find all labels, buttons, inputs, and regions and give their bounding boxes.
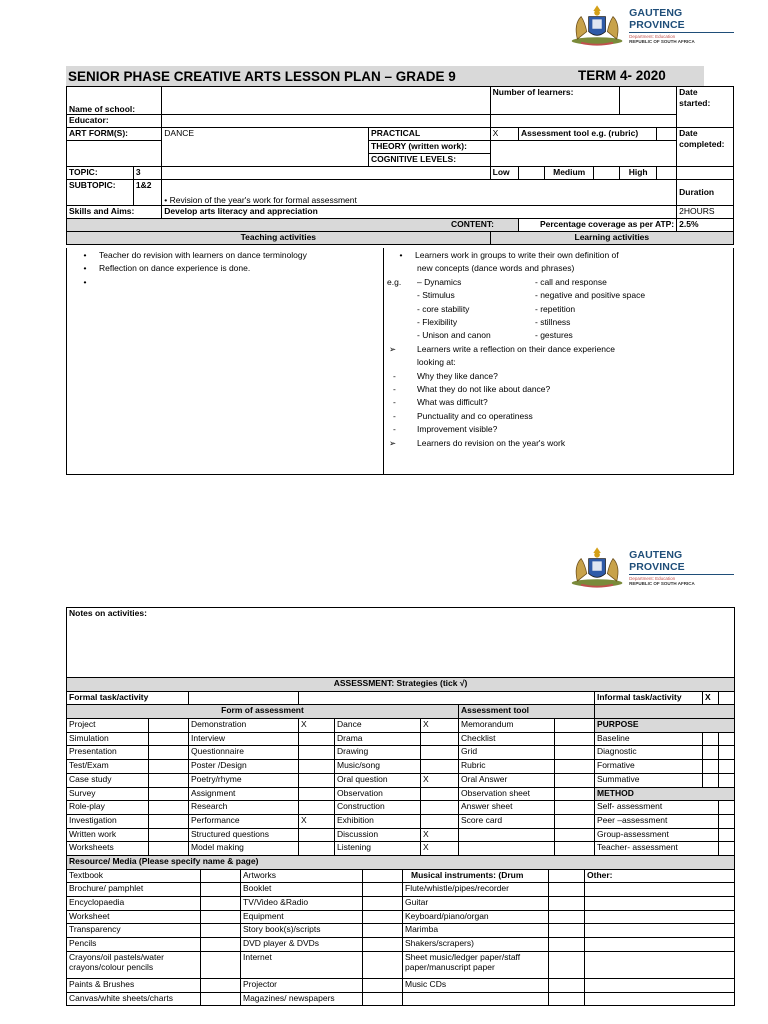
table-cell: Booklet (241, 883, 363, 897)
table-cell: Test/Exam (67, 760, 149, 774)
gauteng-logo (568, 544, 734, 590)
table-cell: Music CDs (403, 978, 549, 992)
table-cell: Textbook (67, 869, 201, 883)
empty-cell[interactable] (555, 732, 595, 746)
subtopic-label: SUBTOPIC: (67, 180, 134, 206)
empty-cell[interactable] (363, 910, 403, 924)
list-item: • Teacher do revision with learners on dance terminology (71, 249, 381, 262)
empty-cell[interactable] (149, 732, 189, 746)
table-cell (421, 787, 459, 801)
table-cell: Model making (189, 842, 299, 856)
table-cell: Internet (241, 951, 363, 978)
table-cell (299, 828, 335, 842)
empty-cell[interactable] (719, 746, 735, 760)
question-item: - Improvement visible? (387, 423, 732, 436)
assessment-table (66, 607, 735, 856)
table-cell: Group-assessment (595, 828, 719, 842)
date-started-label: Date started: (677, 87, 734, 128)
table-cell: Survey (67, 787, 149, 801)
empty-cell[interactable] (585, 883, 735, 897)
table-cell: Written work (67, 828, 149, 842)
list-item-text: Punctuality and co operatiness (417, 410, 533, 421)
question-item: - What was difficult? (387, 396, 732, 409)
empty-cell[interactable] (703, 732, 719, 746)
lesson-details-table (66, 86, 734, 245)
coverage-value: 2.5% (677, 219, 734, 232)
department-name: Department: Education (629, 33, 676, 39)
list-item-text: - Flexibility (417, 317, 458, 328)
cognitive-label: COGNITIVE LEVELS: (369, 154, 491, 167)
table-cell: Summative (595, 773, 703, 787)
table-cell: Flute/whistle/pipes/recorder (403, 883, 549, 897)
list-item: • Learners work in groups to write their own definition of (387, 249, 732, 262)
medium-box[interactable] (594, 167, 620, 180)
empty-cell[interactable] (719, 773, 735, 787)
concept-pair (387, 329, 732, 342)
formal-task-label: Formal task/activity (67, 691, 189, 705)
table-cell: TV/Video &Radio (241, 897, 363, 911)
empty-cell[interactable] (363, 992, 403, 1006)
list-item-text: - call and response (535, 276, 607, 287)
empty-cell[interactable] (363, 978, 403, 992)
table-cell: Encyclopaedia (67, 897, 201, 911)
educator-label: Educator: (67, 115, 162, 128)
table-cell: Presentation (67, 746, 149, 760)
empty-cell[interactable] (549, 924, 585, 938)
table-cell: X (421, 719, 459, 733)
list-item-text: What was difficult? (417, 397, 488, 408)
list-item: ➢ Learners write a reflection on their dance experience (387, 343, 732, 356)
question-item: - Why they like dance? (387, 370, 732, 383)
low-box[interactable] (519, 167, 545, 180)
concept-pair (387, 276, 732, 289)
table-cell: DVD player & DVDs (241, 938, 363, 952)
list-item-text: - Unison and canon (417, 330, 491, 341)
table-cell: X (299, 719, 335, 733)
topic-right-blank (677, 167, 734, 180)
country-name: REPUBLIC OF SOUTH AFRICA (629, 38, 695, 44)
question-item: - What they do not like about dance? (387, 383, 732, 396)
table-cell: Magazines/ newspapers (241, 992, 363, 1006)
table-cell: Grid (459, 746, 555, 760)
table-row (67, 814, 735, 828)
table-cell (459, 828, 555, 842)
list-item-text: Learners do revision on the year's work (417, 437, 566, 448)
table-cell: Questionnaire (189, 746, 299, 760)
table-row (67, 910, 735, 924)
table-cell: Role-play (67, 801, 149, 815)
theory-label: THEORY (written work): (369, 141, 491, 154)
table-cell: Poetry/rhyme (189, 773, 299, 787)
table-cell: Score card (459, 814, 555, 828)
table-cell: Teacher- assessment (595, 842, 719, 856)
table-row (67, 924, 735, 938)
table-row (67, 787, 735, 801)
list-item-text: - stillness (535, 317, 571, 328)
learning-activities-list (387, 249, 732, 450)
teaching-activities-list (71, 249, 381, 289)
table-cell: Crayons/oil pastels/water crayons/colour pencils (67, 951, 201, 978)
table-cell: Exhibition (335, 814, 421, 828)
artform-label: ART FORM(S): (67, 128, 162, 141)
table-row (67, 978, 735, 992)
table-row (67, 938, 735, 952)
table-cell: Listening (335, 842, 421, 856)
empty-cell[interactable] (363, 938, 403, 952)
table-cell: Projector (241, 978, 363, 992)
table-cell: Checklist (459, 732, 555, 746)
concept-pair (387, 316, 732, 329)
empty-cell[interactable] (363, 951, 403, 978)
learners-field[interactable] (620, 87, 677, 115)
table-cell (299, 787, 335, 801)
resources-table (66, 855, 735, 1006)
theory-field[interactable] (490, 141, 676, 167)
table-cell: Discussion (335, 828, 421, 842)
empty-cell[interactable] (549, 883, 585, 897)
table-row (67, 801, 735, 815)
empty-cell[interactable] (703, 773, 719, 787)
table-cell: Diagnostic (595, 746, 703, 760)
list-item-text: Reflection on dance experience is done. (99, 263, 251, 274)
empty-cell[interactable] (149, 842, 189, 856)
table-cell: Canvas/white sheets/charts (67, 992, 201, 1006)
empty-cell[interactable] (555, 801, 595, 815)
empty-cell[interactable] (363, 883, 403, 897)
table-cell: Simulation (67, 732, 149, 746)
list-item-text: - negative and positive space (535, 290, 646, 301)
empty-cell[interactable] (149, 828, 189, 842)
page-title: SENIOR PHASE CREATIVE ARTS LESSON PLAN – GRADE 9 (68, 68, 456, 84)
empty-cell[interactable] (149, 760, 189, 774)
date-completed-label: Date completed: (677, 128, 734, 167)
empty-cell[interactable] (363, 897, 403, 911)
empty-cell[interactable] (585, 910, 735, 924)
form-of-assessment-header: Form of assessment (67, 705, 459, 719)
empty-cell[interactable] (201, 869, 241, 883)
high-label: High (620, 167, 656, 180)
empty-cell[interactable] (719, 842, 735, 856)
empty-cell[interactable] (555, 719, 595, 733)
list-item-text: looking at: (417, 357, 456, 368)
table-cell: METHOD (595, 787, 735, 801)
coat-of-arms-icon (568, 544, 626, 590)
table-cell: Self- assessment (595, 801, 719, 815)
empty-cell[interactable] (585, 992, 735, 1006)
table-cell: Transparency (67, 924, 201, 938)
table-row (67, 869, 735, 883)
empty-cell[interactable] (555, 814, 595, 828)
table-cell: Memorandum (459, 719, 555, 733)
table-cell: Assignment (189, 787, 299, 801)
table-row (67, 897, 735, 911)
table-cell (421, 814, 459, 828)
empty-cell[interactable] (549, 938, 585, 952)
formal-task-box[interactable] (189, 691, 299, 705)
artform-value: DANCE (162, 128, 369, 167)
educator-blank (490, 115, 676, 128)
table-cell: Baseline (595, 732, 703, 746)
gauteng-logo (568, 2, 734, 48)
table-row (67, 842, 735, 856)
table-cell: Performance (189, 814, 299, 828)
subtopic-text: • Revision of the year's work for formal assessment (162, 180, 677, 206)
notes-on-activities[interactable]: Notes on activities: (67, 608, 735, 678)
teaching-activities-header: Teaching activities (67, 232, 491, 245)
empty-cell[interactable] (719, 828, 735, 842)
practical-label: PRACTICAL (369, 128, 491, 141)
informal-task-label: Informal task/activity (595, 691, 703, 705)
skills-label: Skills and Aims: (67, 206, 162, 219)
list-item-text: Learners work in groups to write their own definition of (415, 250, 619, 260)
empty-cell[interactable] (201, 897, 241, 911)
table-cell: X (299, 814, 335, 828)
assessment-tool-label: Assessment tool e.g. (rubric) (519, 128, 657, 141)
table-row (67, 746, 735, 760)
empty-cell[interactable] (719, 814, 735, 828)
informal-task-box[interactable] (719, 691, 735, 705)
other-label: Other: (585, 869, 735, 883)
coverage-label: Percentage coverage as per ATP: (519, 219, 677, 232)
table-cell (403, 992, 549, 1006)
table-cell: X (421, 828, 459, 842)
table-cell: Case study (67, 773, 149, 787)
empty-cell[interactable] (585, 951, 735, 978)
table-cell (299, 746, 335, 760)
assessment-tool-header-blank (595, 705, 735, 719)
formal-task-blank (299, 691, 595, 705)
table-cell (299, 732, 335, 746)
table-cell: Formative (595, 760, 703, 774)
table-cell: Rubric (459, 760, 555, 774)
empty-cell[interactable] (719, 801, 735, 815)
low-label: Low (490, 167, 518, 180)
practical-mark: X (490, 128, 518, 141)
table-cell: Demonstration (189, 719, 299, 733)
table-cell: Peer –assessment (595, 814, 719, 828)
empty-cell[interactable] (549, 978, 585, 992)
list-item: ➢ Learners do revision on the year's work (387, 437, 732, 450)
list-item-text: Learners write a reflection on their dance experience (417, 343, 615, 354)
educator-field[interactable] (162, 115, 490, 128)
high-box[interactable] (656, 167, 676, 180)
table-cell: Guitar (403, 897, 549, 911)
learning-activities-header: Learning activities (490, 232, 733, 245)
table-cell (421, 746, 459, 760)
empty-cell[interactable] (585, 938, 735, 952)
topic-blank (162, 167, 490, 180)
table-cell (421, 732, 459, 746)
list-item-text: Teacher do revision with learners on dance terminology (99, 250, 307, 260)
empty-cell[interactable] (555, 787, 595, 801)
empty-cell[interactable] (555, 760, 595, 774)
table-row (67, 719, 735, 733)
list-item: • (83, 276, 87, 287)
province-name: GAUTENG PROVINCE (629, 548, 685, 573)
empty-cell[interactable] (149, 719, 189, 733)
list-item-text: Why they like dance? (417, 370, 498, 381)
empty-cell[interactable] (201, 992, 241, 1006)
question-item: - Punctuality and co operatiness (387, 410, 732, 423)
assessment-heading: ASSESSMENT: Strategies (tick √) (67, 678, 735, 692)
empty-cell[interactable] (201, 938, 241, 952)
list-item: • Reflection on dance experience is done. (71, 262, 381, 275)
table-cell: Music/song (335, 760, 421, 774)
table-cell (421, 801, 459, 815)
empty-cell[interactable] (549, 910, 585, 924)
table-cell: X (421, 773, 459, 787)
empty-cell[interactable] (201, 910, 241, 924)
table-row (67, 760, 735, 774)
learners-label: Number of learners: (490, 87, 620, 115)
term-label: TERM 4- 2020 (578, 68, 666, 83)
school-label: Name of school: (67, 87, 162, 115)
list-item-text: Improvement visible? (417, 424, 498, 435)
content-label: CONTENT: (67, 219, 519, 232)
empty-cell[interactable] (549, 869, 585, 883)
list-item-text: e.g. (387, 276, 402, 287)
table-cell: Equipment (241, 910, 363, 924)
table-cell: PURPOSE (595, 719, 735, 733)
medium-label: Medium (545, 167, 594, 180)
table-cell: Interview (189, 732, 299, 746)
table-cell: Oral question (335, 773, 421, 787)
table-cell: Artworks (241, 869, 363, 883)
empty-cell[interactable] (149, 801, 189, 815)
concept-pair (387, 289, 732, 302)
empty-cell[interactable] (201, 924, 241, 938)
empty-cell[interactable] (201, 978, 241, 992)
concept-pair (387, 303, 732, 316)
table-cell: Brochure/ pamphlet (67, 883, 201, 897)
empty-cell[interactable] (149, 773, 189, 787)
empty-cell[interactable] (201, 951, 241, 978)
table-cell: Drama (335, 732, 421, 746)
table-cell: Paints & Brushes (67, 978, 201, 992)
table-cell: Observation (335, 787, 421, 801)
empty-cell[interactable] (585, 897, 735, 911)
table-cell: Shakers/scrapers) (403, 938, 549, 952)
table-cell: Observation sheet (459, 787, 555, 801)
table-cell: Investigation (67, 814, 149, 828)
table-cell (299, 773, 335, 787)
empty-cell[interactable] (703, 760, 719, 774)
table-cell: Research (189, 801, 299, 815)
empty-cell[interactable] (555, 773, 595, 787)
table-cell: Sheet music/ledger paper/staff paper/manuscript paper (403, 951, 549, 978)
table-cell (459, 842, 555, 856)
table-row (67, 883, 735, 897)
table-cell: Construction (335, 801, 421, 815)
empty-cell[interactable] (549, 951, 585, 978)
empty-cell[interactable] (585, 924, 735, 938)
artform-blank (67, 141, 162, 167)
table-cell: Dance (335, 719, 421, 733)
musical-instruments-label: Musical instruments: (Drum (403, 869, 549, 883)
table-cell: Keyboard/piano/organ (403, 910, 549, 924)
lesson-plan-title-bar (66, 66, 704, 86)
list-item-text: - Stimulus (417, 290, 455, 301)
empty-cell[interactable] (703, 746, 719, 760)
empty-cell[interactable] (149, 787, 189, 801)
activities-box (66, 248, 734, 475)
empty-cell[interactable] (719, 760, 735, 774)
empty-cell[interactable] (555, 828, 595, 842)
school-field[interactable] (162, 87, 490, 115)
subtopic-value: 1&2 (133, 180, 161, 206)
table-row (67, 992, 735, 1006)
table-cell: Pencils (67, 938, 201, 952)
province-name: GAUTENG PROVINCE (629, 6, 685, 31)
country-name: REPUBLIC OF SOUTH AFRICA (629, 580, 695, 586)
table-cell: Answer sheet (459, 801, 555, 815)
table-cell: X (421, 842, 459, 856)
table-cell: Story book(s)/scripts (241, 924, 363, 938)
table-cell: Oral Answer (459, 773, 555, 787)
table-cell: Drawing (335, 746, 421, 760)
table-row (67, 828, 735, 842)
empty-cell[interactable] (149, 746, 189, 760)
department-name: Department: Education (629, 575, 676, 581)
resources-heading: Resource/ Media (Please specify name & page) (67, 856, 735, 870)
empty-cell[interactable] (719, 732, 735, 746)
table-row (67, 773, 735, 787)
list-item-text: What they do not like about dance? (417, 384, 551, 395)
skills-value: Develop arts literacy and appreciation (162, 206, 677, 219)
empty-cell[interactable] (363, 924, 403, 938)
empty-cell[interactable] (549, 992, 585, 1006)
table-cell: Structured questions (189, 828, 299, 842)
coat-of-arms-icon (568, 2, 626, 48)
table-cell: Worksheets (67, 842, 149, 856)
list-item-text: new concepts (dance words and phrases) (417, 263, 575, 274)
assessment-tool-blank (656, 128, 676, 141)
list-item-text: – Dynamics (417, 276, 462, 287)
table-cell: Project (67, 719, 149, 733)
topic-label: TOPIC: (67, 167, 134, 180)
table-cell: Poster /Design (189, 760, 299, 774)
empty-cell[interactable] (201, 883, 241, 897)
list-item-text: - core stability (417, 303, 470, 314)
empty-cell[interactable] (555, 746, 595, 760)
empty-cell[interactable] (549, 897, 585, 911)
empty-cell[interactable] (149, 814, 189, 828)
empty-cell[interactable] (585, 978, 735, 992)
table-row (67, 732, 735, 746)
table-cell (299, 760, 335, 774)
table-row (67, 951, 735, 978)
empty-cell[interactable] (363, 869, 403, 883)
list-item-text: - gestures (535, 330, 573, 341)
table-cell (299, 842, 335, 856)
empty-cell[interactable] (555, 842, 595, 856)
list-item-text: - repetition (535, 303, 576, 314)
topic-value: 3 (133, 167, 161, 180)
informal-task-mark: X (703, 691, 719, 705)
table-cell (421, 760, 459, 774)
duration-value: 2HOURS (677, 206, 734, 219)
table-cell: Worksheet (67, 910, 201, 924)
assessment-tool-header: Assessment tool (459, 705, 595, 719)
table-cell: Marimba (403, 924, 549, 938)
duration-label: Duration (677, 180, 734, 206)
table-cell (299, 801, 335, 815)
